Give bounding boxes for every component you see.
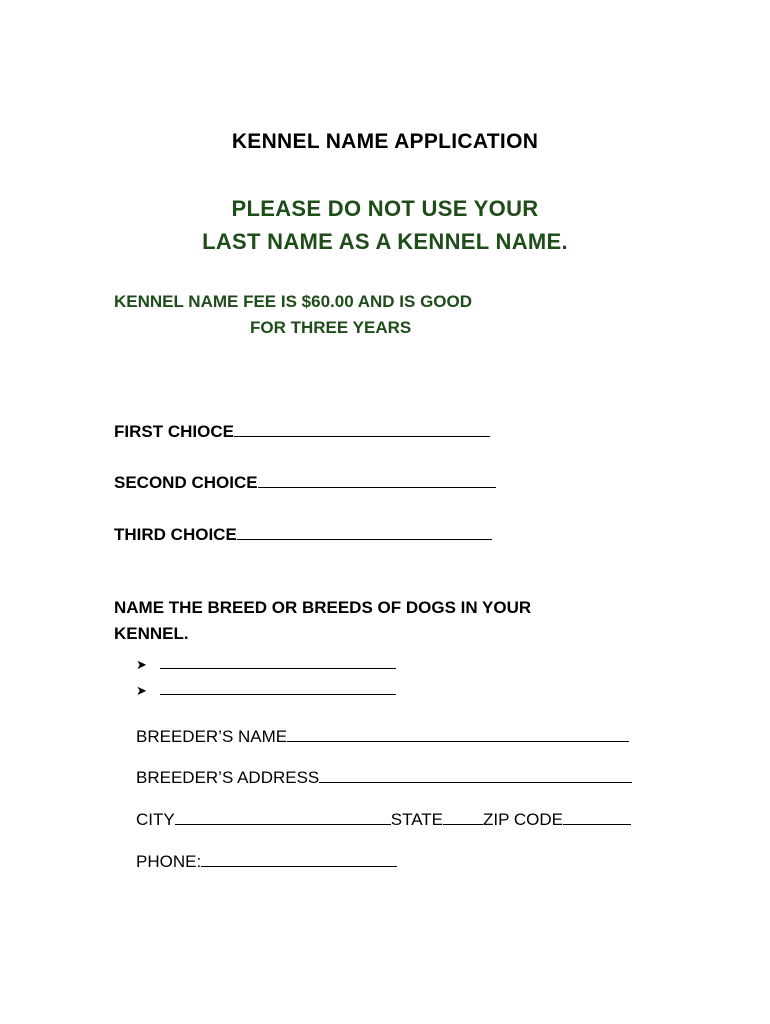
breed-field-1[interactable] [160, 652, 396, 669]
second-choice-row [114, 471, 496, 493]
fee-line-1: KENNEL NAME FEE IS $60.00 AND IS GOOD [114, 292, 473, 311]
breeds-question-line-1: NAME THE BREED OR BREEDS OF DOGS IN YOUR [114, 598, 532, 617]
breeder-address-label: BREEDER’S ADDRESS [136, 768, 320, 787]
zip-code-field[interactable] [563, 808, 631, 825]
city-label: CITY [136, 810, 175, 829]
phone-row [136, 850, 397, 872]
first-choice-label: FIRST CHIOCE [114, 422, 234, 441]
second-choice-label: SECOND CHOICE [114, 473, 258, 492]
breeder-name-row [136, 725, 629, 747]
phone-field[interactable] [201, 850, 397, 867]
first-choice-row [114, 420, 490, 442]
third-choice-field[interactable] [237, 523, 492, 540]
breeder-name-field[interactable] [287, 725, 629, 742]
breed-list-item [136, 652, 396, 674]
breeder-address-field[interactable] [319, 766, 632, 783]
third-choice-row [114, 523, 492, 545]
breeds-question-line-2: KENNEL. [114, 624, 189, 643]
breeder-name-label: BREEDER’S NAME [136, 727, 288, 746]
breed-list-item [136, 678, 396, 700]
warning-line-2: LAST NAME AS A KENNEL NAME. [202, 229, 568, 254]
state-field[interactable] [443, 808, 483, 825]
third-choice-label: THIRD CHOICE [114, 525, 237, 544]
zip-code-label: ZIP CODE [483, 810, 563, 829]
warning-line-1: PLEASE DO NOT USE YOUR [231, 196, 539, 221]
arrow-bullet-icon: ➤ [136, 683, 147, 698]
arrow-bullet-icon: ➤ [136, 657, 147, 672]
state-label: STATE [390, 810, 443, 829]
breeder-address-row [136, 766, 632, 788]
fee-line-2: FOR THREE YEARS [250, 318, 412, 337]
city-field[interactable] [175, 808, 391, 825]
city-state-zip-row [136, 808, 631, 830]
phone-label: PHONE: [136, 852, 202, 871]
breed-field-2[interactable] [160, 678, 396, 695]
first-choice-field[interactable] [234, 420, 490, 437]
form-title: KENNEL NAME APPLICATION [231, 130, 539, 153]
second-choice-field[interactable] [258, 471, 496, 488]
